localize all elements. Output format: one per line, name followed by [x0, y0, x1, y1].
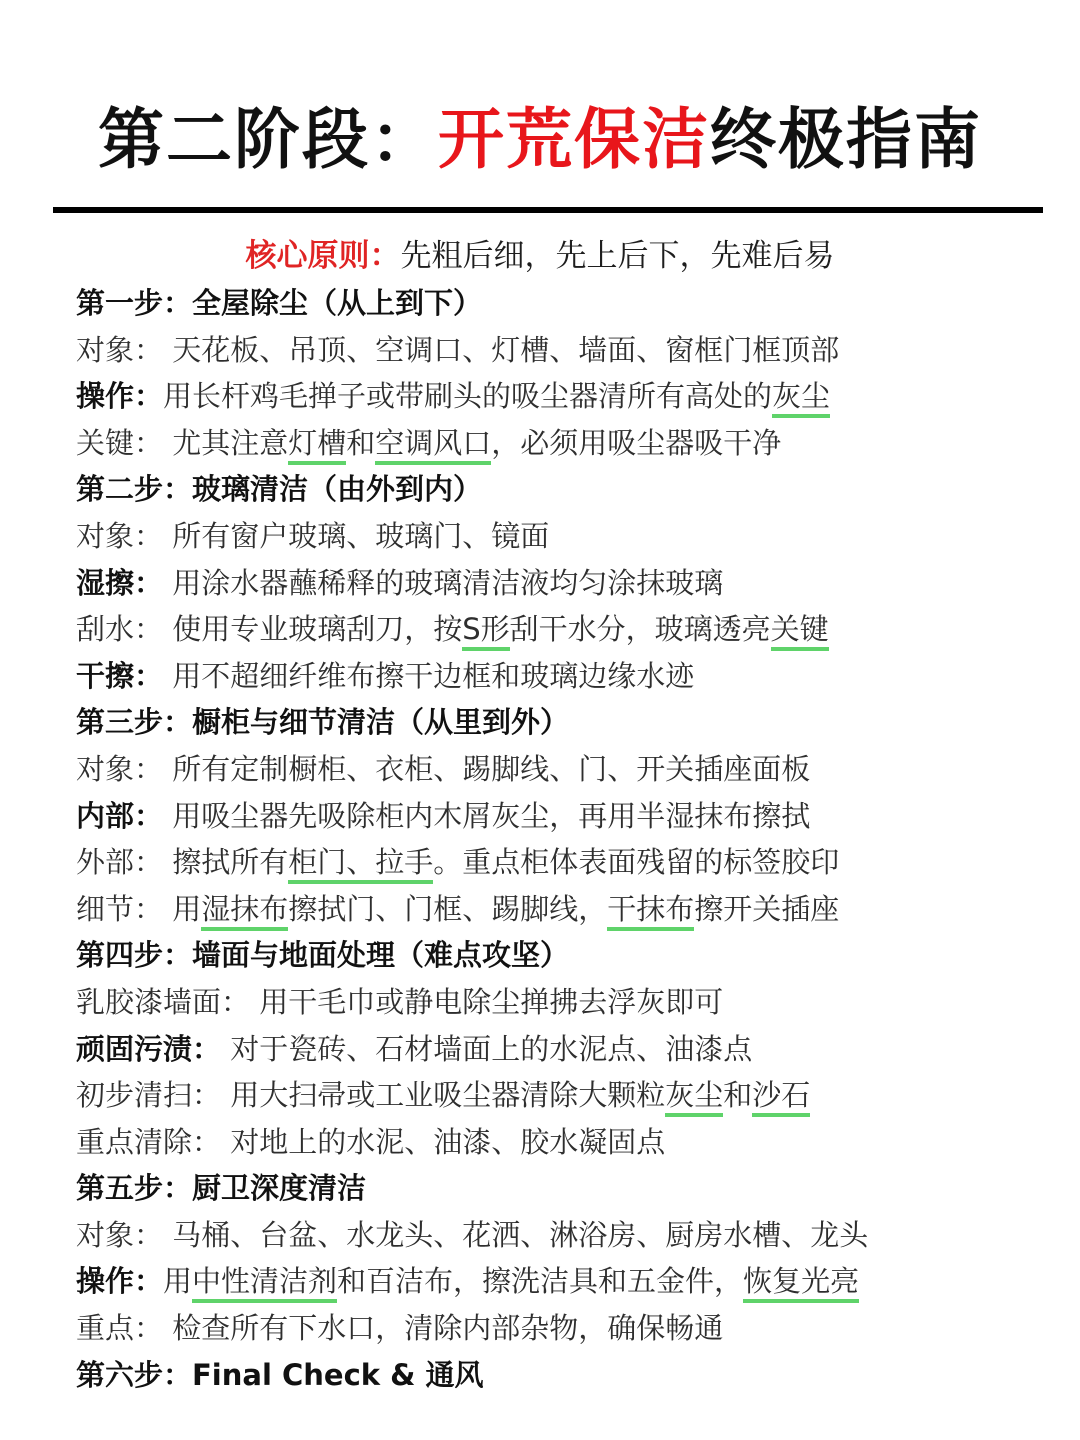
highlighted-text: 灯槽	[288, 426, 346, 465]
item-text: 对于瓷砖、石材墙面上的水泥点、油漆点	[221, 1031, 753, 1066]
item-label: 外部：	[76, 845, 164, 880]
item-label: 关键：	[76, 425, 164, 460]
guide-item	[76, 1072, 1056, 1119]
item-text: 第一步：全屋除尘（从上到下）	[76, 286, 483, 320]
item-label: 湿擦：	[76, 565, 164, 600]
item-label: 刮水：	[76, 612, 164, 647]
core-principle-label: 核心原则：	[245, 238, 401, 274]
item-text: 用长杆鸡毛掸子或带刷头的吸尘器清所有高处的	[163, 379, 773, 414]
item-text: 第五步：厨卫深度清洁	[76, 1171, 367, 1206]
step-heading	[76, 1165, 1056, 1212]
guide-item	[76, 1119, 1056, 1166]
item-text: 天花板、吊顶、空调口、灯槽、墙面、窗框门框顶部	[163, 332, 840, 367]
item-label: 干擦：	[76, 658, 164, 693]
item-text: 第二步：玻璃清洁（由外到内）	[76, 472, 483, 507]
guide-item	[76, 513, 1056, 560]
item-text: 第三步：橱柜与细节清洁（从里到外）	[76, 705, 570, 740]
item-text: 。重点柜体表面残留的标签胶印	[433, 845, 840, 880]
step-heading	[76, 932, 1056, 979]
guide-item	[76, 327, 1056, 374]
guide-item	[76, 979, 1056, 1026]
guide-item	[76, 839, 1056, 886]
item-text: 马桶、台盆、水龙头、花洒、淋浴房、厨房水槽、龙头	[163, 1217, 869, 1252]
item-text: 对地上的水泥、油漆、胶水凝固点	[221, 1124, 666, 1159]
item-label: 乳胶漆墙面：	[76, 984, 251, 1019]
item-label: 操作：	[76, 379, 164, 414]
item-label: 对象：	[76, 332, 164, 367]
step-heading	[76, 699, 1056, 746]
item-text: 所有窗户玻璃、玻璃门、镜面	[163, 518, 550, 553]
title-divider	[53, 207, 1043, 213]
item-label: 细节：	[76, 891, 164, 926]
title-suffix: 终极指南	[710, 101, 982, 178]
item-label: 顽固污渍：	[76, 1031, 222, 1066]
item-label: 重点：	[76, 1311, 164, 1346]
highlighted-text: S形	[462, 612, 509, 651]
item-text: 尤其注意	[163, 425, 289, 460]
item-text: 擦拭门、门框、踢脚线，	[288, 891, 608, 926]
item-text: 刮干水分，玻璃透亮	[509, 612, 771, 647]
item-text: 和	[723, 1078, 753, 1113]
highlighted-text: 柜门、拉手	[288, 845, 433, 884]
guide-item	[76, 886, 1056, 933]
highlighted-text: 干抹布	[607, 892, 694, 931]
page-title	[0, 86, 1080, 181]
item-text: 和百洁布，擦洗洁具和五金件，	[337, 1264, 744, 1299]
item-label: 操作：	[76, 1264, 164, 1299]
highlighted-text: 中性清洁剂	[192, 1264, 337, 1303]
core-principle-text: 先粗后细，先上后下，先难后易	[400, 238, 835, 274]
item-text: 用涂水器蘸稀释的玻璃清洁液均匀涂抹玻璃	[163, 565, 724, 600]
item-text: 用干毛巾或静电除尘掸拂去浮灰即可	[250, 984, 724, 1019]
item-text: 擦开关插座	[694, 891, 840, 926]
guide-content	[76, 280, 1056, 1398]
guide-item	[76, 606, 1056, 653]
item-label: 对象：	[76, 1217, 164, 1252]
guide-item	[76, 1258, 1056, 1305]
item-text: 用	[163, 891, 202, 926]
item-text: 使用专业玻璃刮刀，按	[163, 612, 463, 647]
item-text: 所有定制橱柜、衣柜、踢脚线、门、开关插座面板	[163, 751, 811, 786]
item-label: 初步清扫：	[76, 1078, 222, 1113]
guide-item	[76, 560, 1056, 607]
highlighted-text: 灰尘	[772, 379, 830, 418]
item-text: 检查所有下水口，清除内部杂物，确保畅通	[163, 1311, 724, 1346]
item-text: ，必须用吸尘器吸干净	[491, 425, 782, 460]
item-label: 内部：	[76, 798, 164, 833]
highlighted-text: 关键	[771, 612, 829, 651]
guide-item	[76, 420, 1056, 467]
item-text: 第四步：墙面与地面处理（难点攻坚）	[76, 938, 570, 973]
title-highlight: 开荒保洁	[438, 101, 710, 178]
core-principle	[0, 230, 1080, 275]
guide-item	[76, 746, 1056, 793]
highlighted-text: 灰尘	[665, 1078, 723, 1117]
item-text: 用大扫帚或工业吸尘器清除大颗粒	[221, 1078, 666, 1113]
highlighted-text: 沙石	[752, 1078, 810, 1117]
highlighted-text: 空调风口	[375, 426, 491, 465]
step-heading	[76, 280, 1056, 327]
item-label: 对象：	[76, 518, 164, 553]
item-label: 重点清除：	[76, 1124, 222, 1159]
title-prefix: 第二阶段：	[98, 101, 438, 178]
guide-item	[76, 1305, 1056, 1352]
guide-item	[76, 373, 1056, 420]
highlighted-text: 恢复光亮	[743, 1264, 859, 1303]
highlighted-text: 湿抹布	[201, 892, 288, 931]
item-text: 用	[163, 1264, 193, 1299]
guide-item	[76, 1212, 1056, 1259]
item-text: 和	[346, 425, 376, 460]
guide-item	[76, 1026, 1056, 1073]
step-heading	[76, 1352, 1056, 1399]
item-text: 第六步：Final Check & 通风	[76, 1357, 484, 1392]
guide-item	[76, 653, 1056, 700]
step-heading	[76, 466, 1056, 513]
item-label: 对象：	[76, 751, 164, 786]
item-text: 用吸尘器先吸除柜内木屑灰尘，再用半湿抹布擦拭	[163, 798, 811, 833]
item-text: 擦拭所有	[163, 845, 289, 880]
guide-item	[76, 793, 1056, 840]
item-text: 用不超细纤维布擦干边框和玻璃边缘水迹	[163, 658, 695, 693]
